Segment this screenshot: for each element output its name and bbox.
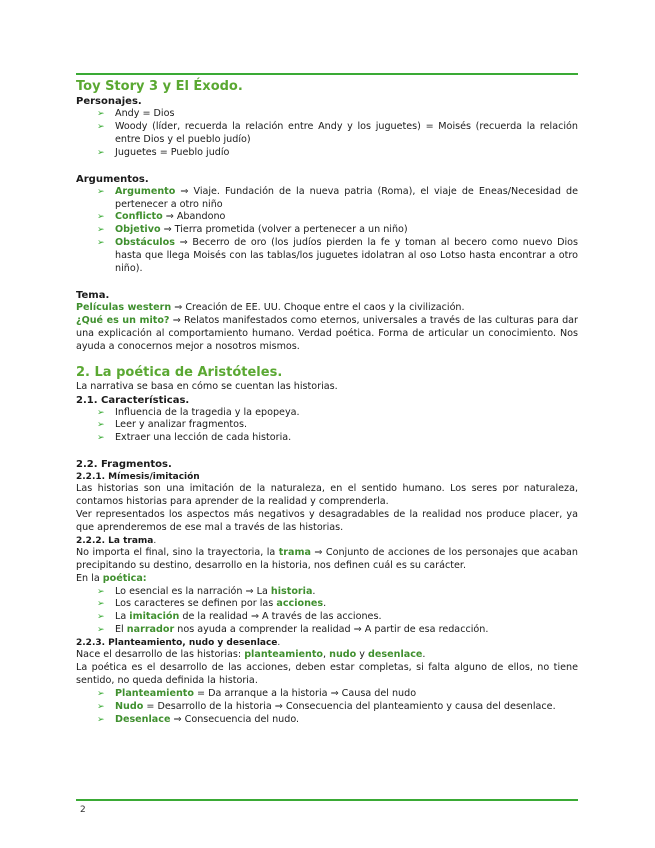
arrowhead-bullet-icon: ➢	[97, 212, 105, 223]
list-item: ➢ Influencia de la tragedia y la epopeya.	[97, 406, 300, 418]
list-item: ➢ Planteamiento = Da arranque a la historia ⇒ Causa del nudo	[97, 687, 417, 699]
document-body	[76, 79, 578, 727]
arrowhead-bullet-icon: ➢	[97, 238, 105, 249]
page-number: 2	[80, 805, 86, 815]
desarrollo-line: Nace el desarrollo de las historias: planteamiento, nudo y desenlace.	[76, 649, 426, 661]
arrowhead-bullet-icon: ➢	[97, 186, 105, 197]
heading-trama: 2.2.2. La trama.	[76, 535, 157, 546]
list-item: ➢ Los caracteres se definen por las acciones.	[97, 598, 327, 610]
arrowhead-bullet-icon: ➢	[97, 612, 105, 623]
poetica-list	[76, 586, 578, 638]
arrowhead-bullet-icon: ➢	[97, 688, 105, 699]
section2-intro: La narrativa se basa en cómo se cuentan las historias.	[76, 380, 338, 392]
arrowhead-bullet-icon: ➢	[97, 586, 105, 597]
estructura-list	[76, 688, 578, 727]
heading-fragmentos: 2.2. Fragmentos.	[76, 459, 172, 471]
heading-personajes: Personajes.	[76, 96, 142, 107]
heading-argumentos: Argumentos.	[76, 173, 149, 185]
personajes-list	[76, 108, 578, 160]
arrowhead-bullet-icon: ➢	[97, 407, 105, 418]
arrowhead-bullet-icon: ➢	[97, 599, 105, 610]
list-item: ➢ La imitación de la realidad ⇒ A través de las acciones.	[97, 611, 382, 623]
section-title-toy-story: Toy Story 3 y El Éxodo.	[76, 79, 243, 94]
section-title-poetica: 2. La poética de Aristóteles.	[76, 364, 283, 380]
arrowhead-bullet-icon: ➢	[97, 420, 105, 431]
trama-paragraph: No importa el final, sino la trayectoria, la trama ⇒ Conjunto de acciones de los personajes que acaban precipitando su destino, desarrollo en la historia, nos definen cuál es su carácter.	[76, 546, 578, 571]
poetica-line: En la poética:	[76, 572, 147, 584]
list-item: ➢ Argumento ⇒ Viaje. Fundación de la nueva patria (Roma), el viaje de Eneas/Necesidad de pertenecer a otro niño	[97, 185, 578, 210]
desarrollo-paragraph: La poética es el desarrollo de las acciones, deben estar completas, si falta alguno de ellos, no tiene sentido, no queda definida la historia.	[76, 662, 578, 686]
arrowhead-bullet-icon: ➢	[97, 109, 105, 119]
footer-rule	[76, 799, 578, 801]
caracteristicas-list	[76, 407, 578, 446]
list-item: ➢ Desenlace ⇒ Consecuencia del nudo.	[97, 713, 300, 725]
arrowhead-bullet-icon: ➢	[97, 147, 105, 158]
arrowhead-bullet-icon: ➢	[97, 433, 105, 444]
list-item: ➢ Woody (líder, recuerda la relación entre Andy y los juguetes) = Moisés (recuerda la relación entre Dios y el pueblo judío)	[97, 120, 578, 145]
list-item: ➢ El narrador nos ayuda a comprender la realidad ⇒ A partir de esa redacción.	[97, 624, 489, 636]
heading-planteamiento: 2.2.3. Planteamiento, nudo y desenlace.	[76, 638, 281, 649]
list-item: ➢ Lo esencial es la narración ⇒ La historia.	[97, 585, 316, 597]
list-item: ➢ Nudo = Desarrollo de la historia ⇒ Consecuencia del planteamiento y causa del desenlace.	[97, 700, 556, 712]
mimesis-paragraph-1: Las historias son una imitación de la naturaleza, en el sentido humano. Los seres por naturaleza, contamos historias para aprender de la realidad y comprenderla.	[76, 483, 578, 508]
heading-mimesis: 2.2.1. Mímesis/imitación	[76, 472, 200, 483]
arrowhead-bullet-icon: ➢	[97, 121, 105, 132]
arrowhead-bullet-icon: ➢	[97, 701, 105, 712]
list-item: ➢ Conflicto ⇒ Abandono	[97, 211, 226, 223]
list-item: ➢ Leer y analizar fragmentos.	[97, 419, 248, 431]
heading-tema: Tema.	[76, 289, 110, 301]
list-item: ➢ Andy = Dios	[97, 108, 175, 119]
tema-paragraph-mito: ¿Qué es un mito? ⇒ Relatos manifestados como eternos, universales a través de las culturas para dar una explicación al comportamiento humano. Verdad poética. Forma de articular un conocimiento. Nos ayuda a conocernos mejor a nosotros mismos.	[76, 314, 578, 352]
list-item: ➢ Objetivo ⇒ Tierra prometida (volver a pertenecer a un niño)	[97, 224, 408, 236]
list-item: ➢ Juguetes = Pueblo judío	[97, 146, 230, 158]
header-rule	[76, 73, 578, 75]
tema-paragraph-western: Películas western ⇒ Creación de EE. UU. Choque entre el caos y la civilización.	[76, 301, 465, 313]
arrowhead-bullet-icon: ➢	[97, 225, 105, 236]
arrowhead-bullet-icon: ➢	[97, 714, 105, 725]
list-item: ➢ Obstáculos ⇒ Becerro de oro (los judíos pierden la fe y toman al becero como nuevo Dios hasta que llega Moisés con las tablas/los juguetes idolatran al oso Lotso hasta encontrar a otro niño).	[97, 237, 578, 275]
arrowhead-bullet-icon: ➢	[97, 625, 105, 636]
mimesis-paragraph-2: Ver representados los aspectos más negativos y desagradables de la realidad nos produce placer, ya que aprenderemos de ese mal a través de las historias.	[76, 509, 578, 533]
list-item: ➢ Extraer una lección de cada historia.	[97, 432, 292, 444]
argumentos-list	[76, 186, 578, 276]
heading-caracteristicas: 2.1. Características.	[76, 394, 190, 406]
